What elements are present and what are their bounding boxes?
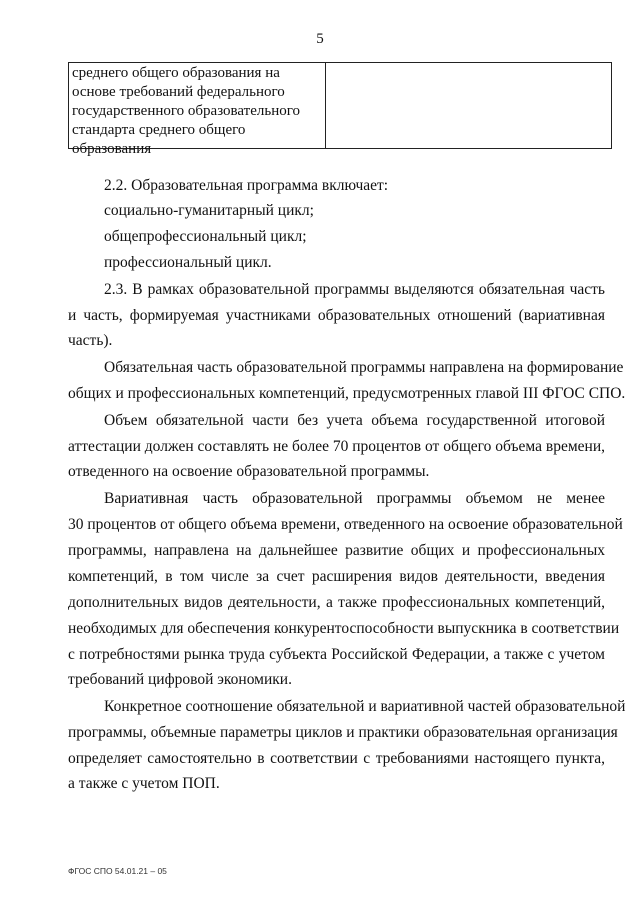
- text-line: социально-гуманитарный цикл;: [104, 202, 314, 219]
- text-line: Объем обязательной части без учета объема государственной итоговой: [104, 412, 605, 429]
- text-line: программы, направлена на дальнейшее развитие общих и профессиональных: [68, 542, 605, 559]
- table-cell-line: стандарта среднего общего: [72, 122, 246, 138]
- text-line: компетенций, в том числе за счет расширения видов деятельности, введения: [68, 568, 605, 585]
- text-line: аттестации должен составлять не более 70 процентов от общего объема времени,: [68, 438, 605, 455]
- text-line: профессиональный цикл.: [104, 254, 272, 271]
- text-line: общепрофессиональный цикл;: [104, 228, 307, 245]
- text-line: Обязательная часть образовательной программы направлена на формирование: [104, 359, 624, 376]
- table-cell-left: [69, 63, 326, 157]
- text-line: а также с учетом ПОП.: [68, 775, 220, 792]
- text-line: и часть, формируемая участниками образовательных отношений (вариативная: [68, 307, 605, 324]
- text-line: требований цифровой экономики.: [68, 671, 292, 688]
- text-line: 2.2. Образовательная программа включает:: [104, 177, 389, 194]
- table-cell-line: среднего общего образования на: [72, 65, 280, 81]
- text-line: 2.3. В рамках образовательной программы выделяются обязательная часть: [104, 281, 605, 298]
- text-line: 30 процентов от общего объема времени, отведенного на освоение образовательной: [68, 516, 623, 533]
- table-cell-line: образования: [72, 141, 152, 157]
- text-line: часть).: [68, 332, 113, 349]
- table-cell-line: основе требований федерального: [72, 84, 285, 100]
- text-line: необходимых для обеспечения конкурентоспособности выпускника в соответствии: [68, 620, 620, 637]
- text-line: дополнительных видов деятельности, а также профессиональных компетенций,: [68, 594, 605, 611]
- table-fragment: [68, 62, 612, 157]
- text-line: общих и профессиональных компетенций, предусмотренных главой III ФГОС СПО.: [68, 385, 626, 402]
- table-cell-right: [326, 63, 611, 148]
- text-line: Конкретное соотношение обязательной и вариативной частей образовательной: [104, 698, 626, 715]
- page-number: 5: [316, 31, 324, 47]
- text-line: определяет самостоятельно в соответствии с требованиями настоящего пункта,: [68, 750, 605, 767]
- text-line: Вариативная часть образовательной программы объемом не менее: [104, 490, 605, 507]
- text-line: отведенного на освоение образовательной программы.: [68, 463, 430, 480]
- table-cell-line: государственного образовательного: [72, 103, 301, 119]
- footer-code: ФГОС СПО 54.01.21 – 05: [68, 866, 167, 876]
- text-line: с потребностями рынка труда субъекта Российской Федерации, а также с учетом: [68, 646, 605, 663]
- text-line: программы, объемные параметры циклов и практики образовательная организация: [68, 724, 618, 741]
